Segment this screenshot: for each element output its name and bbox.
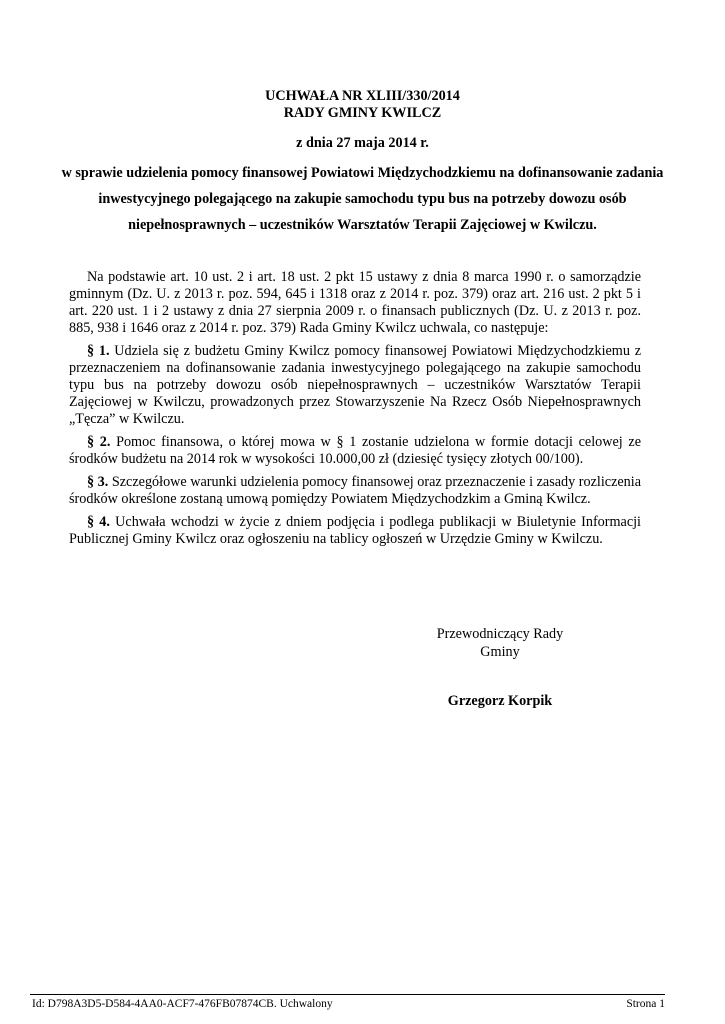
paragraph-label: § 1. [87,343,110,359]
resolution-title [60,88,665,122]
paragraph-label: § 4. [87,514,110,530]
page-number: Strona 1 [626,998,665,1010]
footer-divider [30,994,665,995]
paragraph-4 [69,514,641,548]
paragraph-text: Szczegółowe warunki udzielenia pomocy finansowej oraz przeznaczenie i zasady rozliczenia środków określone zostaną umową pomiędzy Powiatem Międzychodzkim a Gminą Kwilcz. [69,474,641,507]
paragraph-3 [69,474,641,508]
signatory-name: Grzegorz Korpik [447,693,553,709]
paragraph-2 [69,434,641,468]
council-name: RADY GMINY KWILCZ [283,105,442,121]
paragraph-1 [69,343,641,428]
legal-basis: Na podstawie art. 10 ust. 2 i art. 18 ust. 2 pkt 15 ustawy z dnia 8 marca 1990 r. o samorządzie gminnym (Dz. U. z 2013 r. poz. 594, 645 i 1318 oraz z 2014 r. poz. 379) oraz art. 216 ust. 2 pkt 5 i art. 220 ust. 1 i 2 ustawy z dnia 27 sierpnia 2009 r. o finansach publicznych (Dz. U. z 2013 r. poz. 885, 938 i 1646 oraz z 2014 r. poz. 379) Rada Gminy Kwilcz uchwala, co następuje: [69,269,641,336]
resolution-date: z dnia 27 maja 2014 r. [296,135,429,151]
paragraph-label: § 3. [87,474,109,490]
resolution-body [69,269,641,554]
signatory-role-line2: Gminy [480,644,520,660]
resolution-subject: w sprawie udzielenia pomocy finansowej Powiatowi Międzychodzkiemu na dofinansowanie zadania inwestycyjnego polegającego na zakupie samochodu typu bus na potrzeby dowozu osób niepełnosprawnych – uczestników Warsztatów Terapii Zajęciowej w Kwilczu. [61,165,664,233]
paragraph-text: Udziela się z budżetu Gminy Kwilcz pomocy finansowej Powiatowi Międzychodzkiemu z przeznaczeniem na dofinansowanie zadania inwestycyjnego polegającego na zakupie samochodu typu bus na potrzeby dowozu osób niepełnosprawnych – uczestników Warsztatów Terapii Zajęciowej w Kwilczu, prowadzonych przez Stowarzyszenie Na Rzecz Osób Niepełnosprawnych „Tęcza” w Kwilczu. [69,343,641,427]
paragraph-text: Uchwała wchodzi w życie z dniem podjęcia i podlega publikacji w Biuletynie Informacji Publicznej Gminy Kwilcz oraz ogłoszeniu na tablicy ogłoszeń w Urzędzie Gminy w Kwilczu. [69,514,641,547]
paragraph-label: § 2. [87,434,111,450]
paragraph-text: Pomoc finansowa, o której mowa w § 1 zostanie udzielona w formie dotacji celowej ze środków budżetu na 2014 rok w wysokości 10.000,00 zł (dziesięć tysięcy złotych 00/100). [69,434,641,467]
resolution-number: UCHWAŁA NR XLIII/330/2014 [265,88,460,104]
signatory-role [410,625,590,661]
signatory-role-line1: Przewodniczący Rady [436,626,564,642]
document-id: Id: D798A3D5-D584-4AA0-ACF7-476FB07874CB. Uchwalony [32,998,333,1010]
